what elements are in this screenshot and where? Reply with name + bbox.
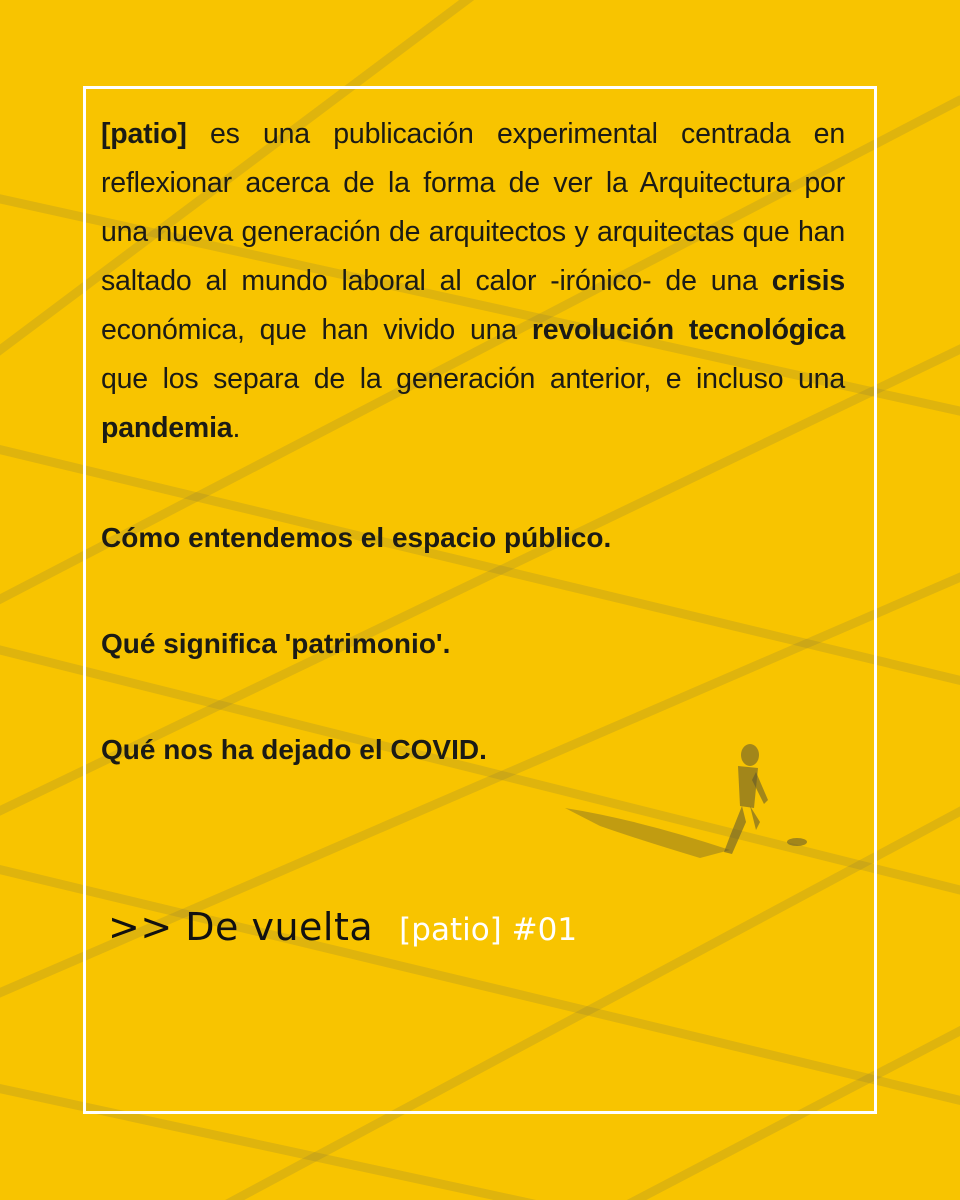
question-patrimonio: Qué significa 'patrimonio'. bbox=[101, 628, 451, 659]
intro-text-3: que los separa de la generación anterior, e incluso una bbox=[101, 363, 845, 395]
intro-text-1: es una publicación experimental centrada en reflexionar acerca de la forma de ver la Arquitectura por una nueva generación de arquitectos y arquitectas que han saltado al mundo laboral al calor -irónico- de una bbox=[101, 118, 845, 297]
issue-label: [patio] #01 bbox=[399, 912, 578, 948]
intro-highlight-revolucion: revolución tecnológica bbox=[531, 314, 845, 346]
intro-lead: [patio] bbox=[101, 118, 187, 150]
question-espacio-publico: Cómo entendemos el espacio público. bbox=[101, 522, 612, 553]
text-panel bbox=[101, 110, 845, 765]
intro-paragraph bbox=[101, 110, 845, 453]
intro-text-4: . bbox=[232, 412, 241, 444]
question-covid: Qué nos ha dejado el COVID. bbox=[101, 734, 487, 765]
footer-title-row bbox=[108, 905, 577, 949]
intro-text-2: económica, que han vivido una bbox=[101, 314, 532, 346]
footer-title: >> De vuelta bbox=[108, 905, 374, 949]
intro-highlight-crisis: crisis bbox=[771, 265, 845, 297]
intro-highlight-pandemia: pandemia bbox=[101, 412, 233, 444]
